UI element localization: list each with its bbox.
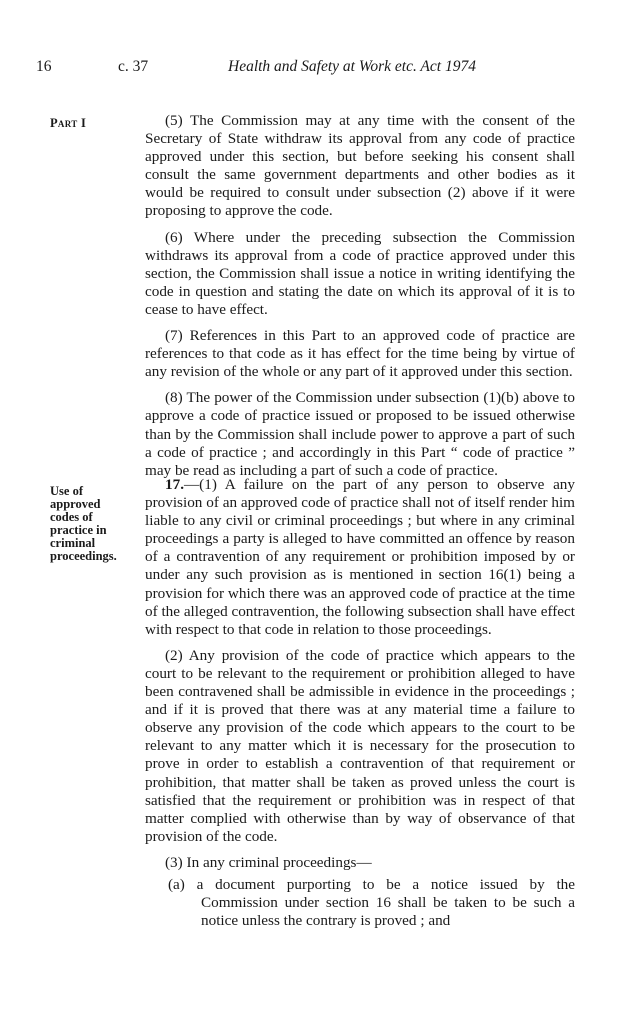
act-title: Health and Safety at Work etc. Act 1974 <box>228 58 476 75</box>
sidenote-line: practice in <box>50 523 107 537</box>
sidenote-line: codes of <box>50 510 93 524</box>
paragraph-a: (a) a document purporting to be a notice issued by the Commission under section 16 shall be taken to be such a notice unless the contrary is proved ; and <box>168 875 575 930</box>
chapter-number: c. 37 <box>118 58 149 75</box>
sidenote-line: Use of <box>50 484 83 498</box>
section-17-text <box>145 476 575 930</box>
subsection-6: (6) Where under the preceding subsection the Commission withdraws its approval from a code of practice approved under this section, the Commission shall issue a notice in writing identifying the code in question and stating the date on which its approval of it is to cease to have effect. <box>145 228 575 318</box>
subsection-17-2: (2) Any provision of the code of practice which appears to the court to be relevant to the requirement or prohibition alleged to have been contravened shall be admissible in evidence in the proceedings ; and if it is proved that there was at any material time a failure to observe any provision of the code which appears to the court to be relevant to any matter which it is necessary for the prosecution to prove in order to establish a contravention of that requirement or prohibition, that matter shall be taken as proved unless the court is satisfied that the requirement or prohibition was in respect of that matter complied with otherwise than by way of observance of that provision of the code. <box>145 646 575 845</box>
subsection-17-1 <box>145 476 575 639</box>
sidenote-line: approved <box>50 497 101 511</box>
sidenote-line: criminal <box>50 536 96 550</box>
running-header <box>36 58 602 82</box>
section-16-text <box>145 112 575 488</box>
sidenote-line: proceedings. <box>50 549 117 563</box>
section-number: 17. <box>165 476 184 493</box>
page-number: 16 <box>36 58 52 75</box>
section-sidenote <box>50 485 130 563</box>
subsection-17-3: (3) In any criminal proceedings— <box>165 853 372 871</box>
subsection-17-1-text: —(1) A failure on the part of any person to observe any provision of an approved code of practice shall not of itself render him liable to any civil or criminal proceedings ; but where in any criminal proceedings a party is alleged to have committed an offence by reason of a contravention of any requirement or prohibition imposed by or under any such provision as is mentioned in section 16(1) being a provision for which there was an approved code of practice at the time of the alleged contravention, the following subsection shall have effect with respect to that code in relation to those proceedings. <box>145 476 575 638</box>
part-marker: Part I <box>50 116 87 130</box>
subsection-7: (7) References in this Part to an approved code of practice are references to that code as it has effect for the time being by virtue of any revision of the whole or any part of it approved under this section. <box>145 327 575 381</box>
subsection-8: (8) The power of the Commission under subsection (1)(b) above to approve a code of practice issued or proposed to be issued otherwise than by the Commission shall include power to approve a part of such a code of practice ; and accordingly in this Part “ code of practice ” may be read as including a part of such a code of practice. <box>145 389 575 479</box>
subsection-5: (5) The Commission may at any time with the consent of the Secretary of State withdraw its approval from any code of practice approved under this section, but before seeking his consent shall consult the same government departments and other bodies as it would be required to consult under subsection (2) above if it were proposing to approve the code. <box>145 112 575 220</box>
